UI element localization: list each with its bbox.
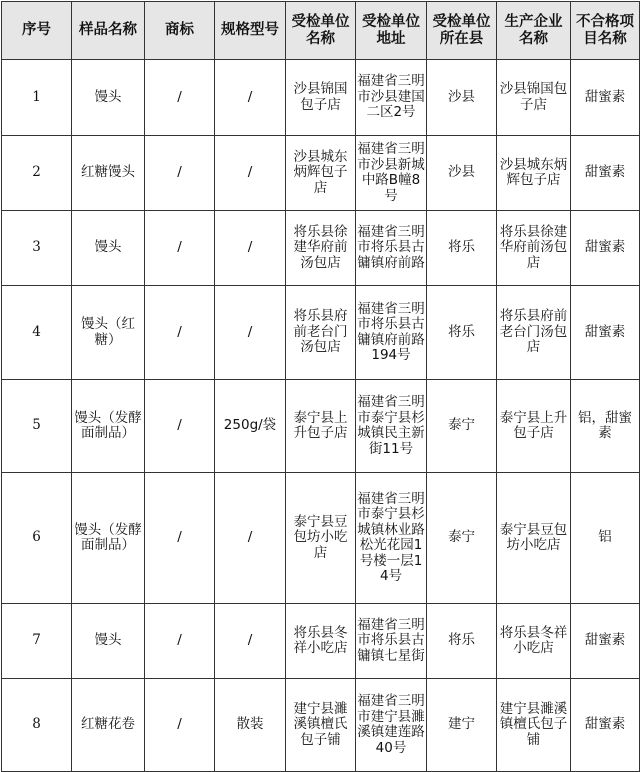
cell-producer: 将乐县徐建华府前汤包店 (497, 211, 571, 286)
cell-county: 建宁 (427, 679, 497, 772)
cell-producer: 建宁县濉溪镇檀氏包子铺 (497, 679, 571, 772)
table-row (2, 679, 640, 772)
cell-brand: / (145, 473, 215, 604)
cell-unit: 将乐县徐建华府前汤包店 (286, 211, 356, 286)
table-row (2, 380, 640, 473)
cell-seq: 8 (2, 679, 72, 772)
cell-county: 泰宁 (427, 473, 497, 604)
table-row (2, 473, 640, 604)
cell-county: 将乐 (427, 604, 497, 679)
cell-producer: 沙县城东炳辉包子店 (497, 136, 571, 211)
cell-unit: 泰宁县上升包子店 (286, 380, 356, 473)
cell-spec: / (215, 604, 286, 679)
cell-address: 福建省三明市建宁县濉溪镇建莲路40号 (356, 679, 427, 772)
header-row (2, 2, 640, 60)
cell-seq: 4 (2, 286, 72, 380)
cell-unit: 泰宁县豆包坊小吃店 (286, 473, 356, 604)
cell-address: 福建省三明市将乐县古镛镇府前路194号 (356, 286, 427, 380)
cell-brand: / (145, 380, 215, 473)
cell-sample: 馒头（发酵面制品） (72, 380, 145, 473)
cell-address: 福建省三明市泰宁县杉城镇民主新街11号 (356, 380, 427, 473)
table-body (2, 60, 640, 772)
cell-brand: / (145, 286, 215, 380)
column-header-failed: 不合格项目名称 (571, 2, 640, 60)
cell-spec: / (215, 473, 286, 604)
cell-spec: / (215, 211, 286, 286)
cell-failed: 甜蜜素 (571, 604, 640, 679)
column-header-spec: 规格型号 (215, 2, 286, 60)
cell-address: 福建省三明市沙县建国二区2号 (356, 60, 427, 136)
cell-county: 沙县 (427, 136, 497, 211)
cell-producer: 沙县锦国包子店 (497, 60, 571, 136)
cell-sample: 红糖馒头 (72, 136, 145, 211)
cell-seq: 2 (2, 136, 72, 211)
cell-failed: 甜蜜素 (571, 286, 640, 380)
cell-producer: 泰宁县豆包坊小吃店 (497, 473, 571, 604)
table-row (2, 60, 640, 136)
cell-address: 福建省三明市泰宁县杉城镇林业路松光花园1号楼一层14号 (356, 473, 427, 604)
column-header-address: 受检单位地址 (356, 2, 427, 60)
cell-address: 福建省三明市沙县新城中路B幢8号 (356, 136, 427, 211)
cell-spec: / (215, 286, 286, 380)
cell-producer: 将乐县冬祥小吃店 (497, 604, 571, 679)
cell-failed: 甜蜜素 (571, 60, 640, 136)
cell-sample: 馒头 (72, 604, 145, 679)
cell-brand: / (145, 604, 215, 679)
cell-sample: 馒头 (72, 211, 145, 286)
column-header-county: 受检单位所在县 (427, 2, 497, 60)
cell-unit: 沙县城东炳辉包子店 (286, 136, 356, 211)
cell-spec: 散装 (215, 679, 286, 772)
table-row (2, 136, 640, 211)
cell-seq: 5 (2, 380, 72, 473)
cell-brand: / (145, 136, 215, 211)
cell-sample: 馒头（红糖） (72, 286, 145, 380)
inspection-table (1, 1, 640, 772)
cell-unit: 建宁县濉溪镇檀氏包子铺 (286, 679, 356, 772)
cell-county: 将乐 (427, 211, 497, 286)
cell-address: 福建省三明市将乐县古镛镇府前路 (356, 211, 427, 286)
cell-producer: 泰宁县上升包子店 (497, 380, 571, 473)
column-header-brand: 商标 (145, 2, 215, 60)
cell-county: 沙县 (427, 60, 497, 136)
cell-seq: 6 (2, 473, 72, 604)
cell-failed: 铝，甜蜜素 (571, 380, 640, 473)
cell-failed: 甜蜜素 (571, 679, 640, 772)
cell-failed: 甜蜜素 (571, 211, 640, 286)
table-row (2, 211, 640, 286)
cell-spec: 250g/袋 (215, 380, 286, 473)
column-header-unit: 受检单位名称 (286, 2, 356, 60)
cell-sample: 馒头 (72, 60, 145, 136)
cell-county: 泰宁 (427, 380, 497, 473)
cell-failed: 铝 (571, 473, 640, 604)
cell-address: 福建省三明市将乐县古镛镇七星街 (356, 604, 427, 679)
cell-brand: / (145, 60, 215, 136)
column-header-seq: 序号 (2, 2, 72, 60)
cell-failed: 甜蜜素 (571, 136, 640, 211)
column-header-sample: 样品名称 (72, 2, 145, 60)
table-row (2, 604, 640, 679)
cell-seq: 1 (2, 60, 72, 136)
table-row (2, 286, 640, 380)
cell-county: 将乐 (427, 286, 497, 380)
cell-spec: / (215, 60, 286, 136)
cell-seq: 7 (2, 604, 72, 679)
cell-brand: / (145, 679, 215, 772)
cell-unit: 将乐县府前老台门汤包店 (286, 286, 356, 380)
cell-unit: 将乐县冬祥小吃店 (286, 604, 356, 679)
cell-sample: 馒头（发酵面制品） (72, 473, 145, 604)
cell-unit: 沙县锦国包子店 (286, 60, 356, 136)
cell-brand: / (145, 211, 215, 286)
column-header-producer: 生产企业名称 (497, 2, 571, 60)
cell-sample: 红糖花卷 (72, 679, 145, 772)
cell-producer: 将乐县府前老台门汤包店 (497, 286, 571, 380)
cell-seq: 3 (2, 211, 72, 286)
cell-spec: / (215, 136, 286, 211)
